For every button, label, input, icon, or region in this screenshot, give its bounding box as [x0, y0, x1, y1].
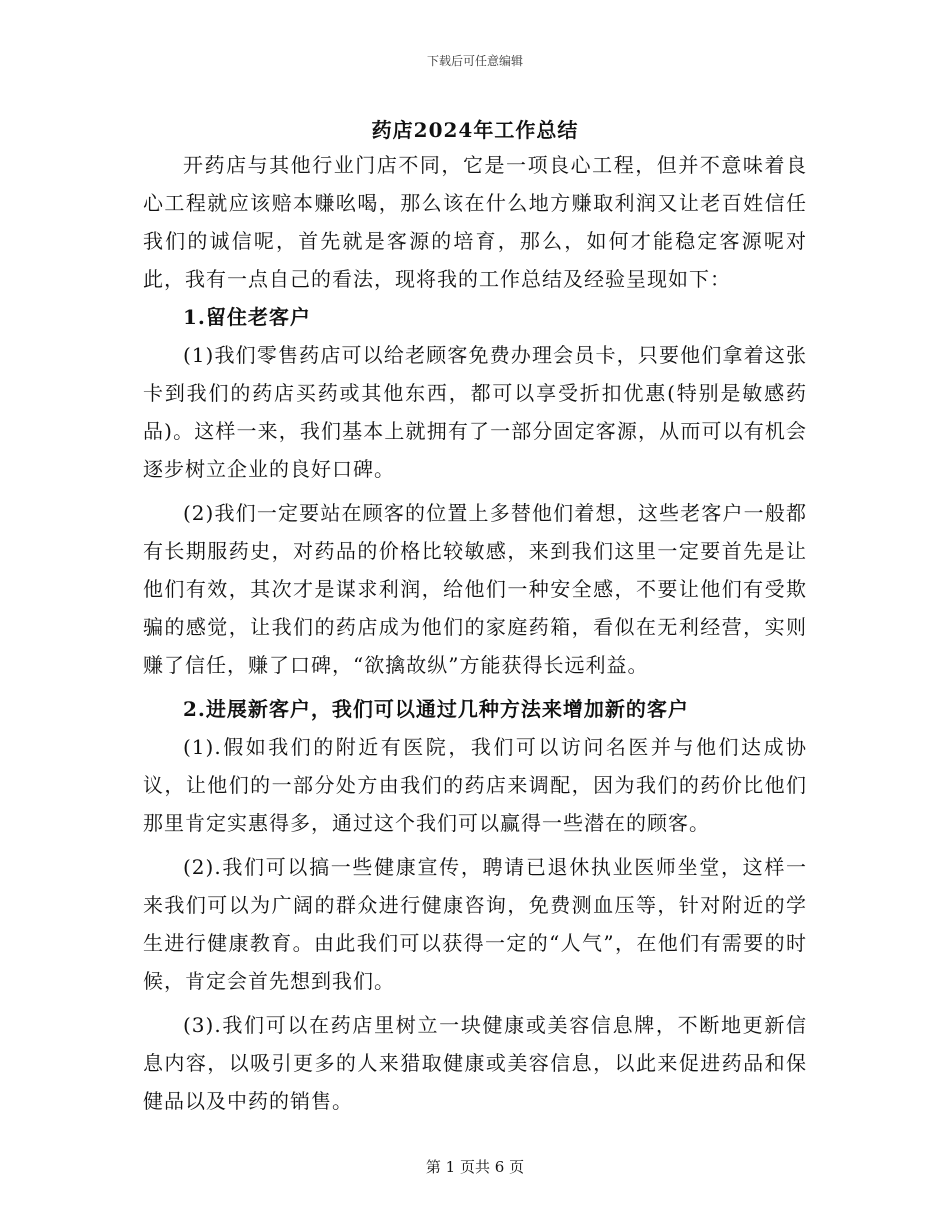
paragraph-2-3: (3).我们可以在药店里树立一块健康或美容信息牌，不断地更新信息内容，以吸引更多的人来猎取健康或美容信息，以此来促进药品和保健品以及中药的销售。 [143, 1013, 807, 1113]
section-heading-1: 1.留住老客户 [183, 305, 311, 329]
page-footer: 第 1 页共 6 页 [425, 1158, 525, 1176]
page-header: 下载后可任意编辑 [426, 54, 523, 68]
document-body [143, 146, 807, 1120]
paragraph-1-1: (1)我们零售药店可以给老顾客免费办理会员卡，只要他们拿着这张卡到我们的药店买药或其他东西，都可以享受折扣优惠(特别是敏感药品)。这样一来，我们基本上就拥有了一部分固定客源，从而可以有机会逐步树立企业的良好口碑。 [143, 343, 807, 481]
section-heading-2: 2.进展新客户，我们可以通过几种方法来增加新的客户 [183, 697, 689, 721]
paragraph-2-2: (2).我们可以搞一些健康宣传，聘请已退休执业医师坐堂，这样一来我们可以为广阔的群众进行健康咨询，免费测血压等，针对附近的学生进行健康教育。由此我们可以获得一定的“人气”，在他们有需要的时候，肯定会首先想到我们。 [143, 855, 807, 993]
document-title: 药店2024年工作总结 [371, 118, 579, 142]
intro-paragraph: 开药店与其他行业门店不同，它是一项良心工程，但并不意味着良心工程就应该赔本赚吆喝，那么该在什么地方赚取利润又让老百姓信任我们的诚信呢，首先就是客源的培育，那么，如何才能稳定客源呢对此，我有一点自己的看法，现将我的工作总结及经验呈现如下： [143, 153, 807, 291]
paragraph-1-2: (2)我们一定要站在顾客的位置上多替他们着想，这些老客户一般都有长期服药史，对药品的价格比较敏感，来到我们这里一定要首先是让他们有效，其次才是谋求利润，给他们一种安全感，不要让他们有受欺骗的感觉，让我们的药店成为他们的家庭药箱，看似在无利经营，实则赚了信任，赚了口碑，“欲擒故纵”方能获得长远利益。 [143, 501, 807, 677]
paragraph-2-1: (1).假如我们的附近有医院，我们可以访问名医并与他们达成协议，让他们的一部分处方由我们的药店来调配，因为我们的药价比他们那里肯定实惠得多，通过这个我们可以赢得一些潜在的顾客。 [143, 735, 807, 835]
